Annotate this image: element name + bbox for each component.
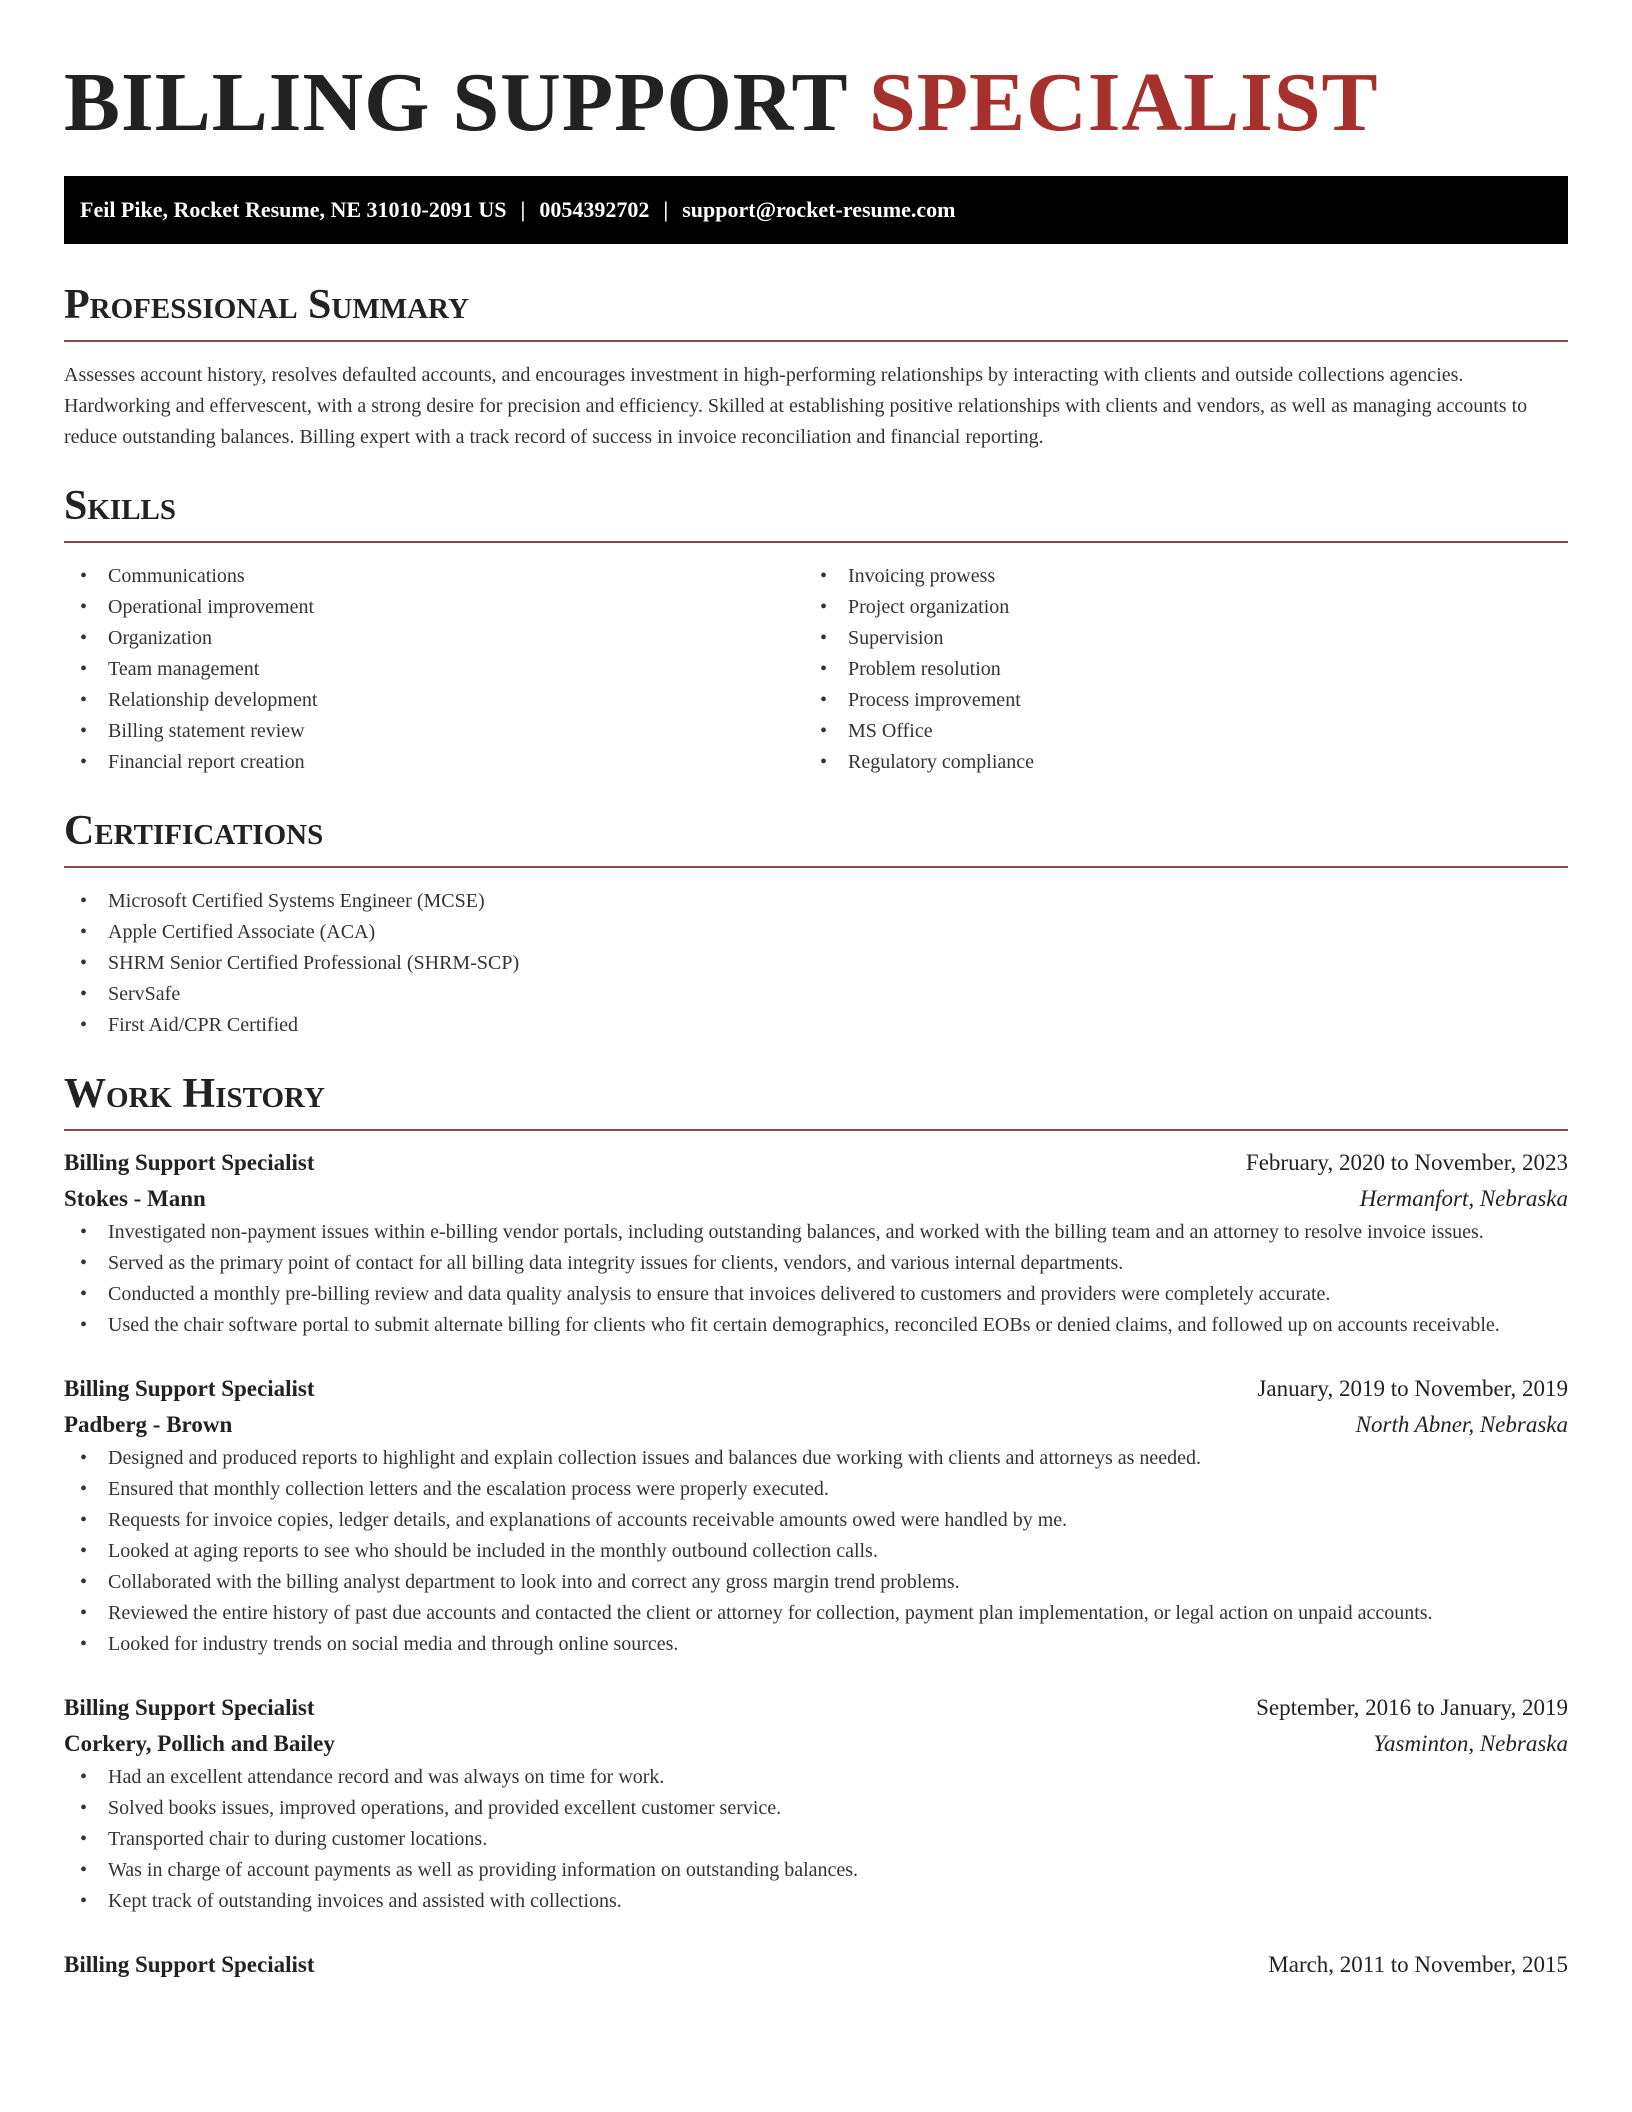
- section-divider: [64, 866, 1568, 868]
- contact-email: support@rocket-resume.com: [682, 197, 956, 222]
- job-company: Padberg - Brown: [64, 1412, 233, 1437]
- skill-item: • Regulatory compliance: [804, 747, 1544, 778]
- certification-item: • Microsoft Certified Systems Engineer (MCSE): [64, 886, 1568, 917]
- job-bullet: • Was in charge of account payments as well as providing information on outstanding balances.: [64, 1855, 1568, 1886]
- contact-separator: |: [520, 197, 526, 222]
- contact-address: Feil Pike, Rocket Resume, NE 31010-2091 US: [80, 197, 507, 222]
- name-accent: SPECIALIST: [869, 56, 1379, 149]
- job-bullet: • Reviewed the entire history of past due accounts and contacted the client or attorney for collection, payment plan implementation, or legal action on unpaid accounts.: [64, 1598, 1568, 1629]
- job-subheader: [64, 1407, 1568, 1443]
- certification-item: • SHRM Senior Certified Professional (SHRM-SCP): [64, 948, 1568, 979]
- skills-list-right: [804, 561, 1544, 778]
- skill-item: • MS Office: [804, 716, 1544, 747]
- job-bullet: • Had an excellent attendance record and was always on time for work.: [64, 1762, 1568, 1793]
- name-first: BILLING SUPPORT: [64, 56, 848, 149]
- job-company: Stokes - Mann: [64, 1186, 206, 1211]
- job-bullet: • Ensured that monthly collection letters and the escalation process were properly executed.: [64, 1474, 1568, 1505]
- job-bullet: • Solved books issues, improved operations, and provided excellent customer service.: [64, 1793, 1568, 1824]
- section-divider: [64, 541, 1568, 543]
- job-title: Billing Support Specialist: [64, 1150, 315, 1175]
- job-title: Billing Support Specialist: [64, 1376, 315, 1401]
- job-header: [64, 1371, 1568, 1407]
- job-dates: January, 2019 to November, 2019: [1257, 1376, 1568, 1401]
- certifications-section: [64, 806, 1568, 1041]
- skill-item: • Project organization: [804, 592, 1544, 623]
- certifications-list: [64, 886, 1568, 1041]
- skill-item: • Billing statement review: [64, 716, 804, 747]
- section-divider: [64, 1129, 1568, 1131]
- skills-section: [64, 481, 1568, 778]
- job-bullet: • Used the chair software portal to submit alternate billing for clients who fit certain demographics, reconciled EOBs or denied claims, and followed up on accounts receivable.: [64, 1310, 1568, 1341]
- job-bullet: • Looked at aging reports to see who should be included in the monthly outbound collection calls.: [64, 1536, 1568, 1567]
- work-history-title: Work History: [64, 1071, 325, 1117]
- job-entry: [64, 1371, 1568, 1660]
- section-divider: [64, 340, 1568, 342]
- job-bullet: • Investigated non-payment issues within e-billing vendor portals, including outstanding balances, and worked with the billing team and an attorney to resolve invoice issues.: [64, 1217, 1568, 1248]
- job-dates: February, 2020 to November, 2023: [1245, 1150, 1568, 1175]
- skills-list-left: [64, 561, 804, 778]
- job-entry: [64, 1947, 1568, 1983]
- job-location: North Abner, Nebraska: [1355, 1412, 1568, 1437]
- job-bullets: [64, 1443, 1568, 1660]
- skills-grid: [64, 561, 1568, 778]
- skills-title: Skills: [64, 483, 177, 529]
- job-bullet: • Looked for industry trends on social media and through online sources.: [64, 1629, 1568, 1660]
- certifications-title: Certifications: [64, 808, 324, 854]
- job-bullet: • Designed and produced reports to highlight and explain collection issues and balances due working with clients and attorneys as needed.: [64, 1443, 1568, 1474]
- job-title: Billing Support Specialist: [64, 1695, 315, 1720]
- skill-item: • Relationship development: [64, 685, 804, 716]
- certification-item: • ServSafe: [64, 979, 1568, 1010]
- job-entry: [64, 1690, 1568, 1917]
- skill-item: • Organization: [64, 623, 804, 654]
- contact-bar: [64, 176, 1568, 244]
- certification-item: • Apple Certified Associate (ACA): [64, 917, 1568, 948]
- certification-item: • First Aid/CPR Certified: [64, 1010, 1568, 1041]
- job-subheader: [64, 1726, 1568, 1762]
- summary-section: [64, 280, 1568, 453]
- skill-item: • Communications: [64, 561, 804, 592]
- summary-title: Professional Summary: [64, 282, 469, 328]
- job-bullet: • Served as the primary point of contact for all billing data integrity issues for clients, vendors, and various internal departments.: [64, 1248, 1568, 1279]
- job-title: Billing Support Specialist: [64, 1952, 315, 1977]
- contact-separator: |: [663, 197, 669, 222]
- job-header: [64, 1690, 1568, 1726]
- job-dates: September, 2016 to January, 2019: [1256, 1695, 1568, 1720]
- skill-item: • Process improvement: [804, 685, 1544, 716]
- job-header: [64, 1145, 1568, 1181]
- job-location: Hermanfort, Nebraska: [1359, 1186, 1568, 1211]
- job-bullet: • Conducted a monthly pre-billing review and data quality analysis to ensure that invoices delivered to customers and providers were completely accurate.: [64, 1279, 1568, 1310]
- skill-item: • Invoicing prowess: [804, 561, 1544, 592]
- job-bullets: [64, 1762, 1568, 1917]
- job-bullet: • Collaborated with the billing analyst department to look into and correct any gross margin trend problems.: [64, 1567, 1568, 1598]
- job-bullet: • Kept track of outstanding invoices and assisted with collections.: [64, 1886, 1568, 1917]
- skill-item: • Problem resolution: [804, 654, 1544, 685]
- contact-phone: 0054392702: [539, 197, 650, 222]
- job-subheader: [64, 1181, 1568, 1217]
- summary-text: Assesses account history, resolves defaulted accounts, and encourages investment in high-performing relationships by interacting with clients and outside collections agencies. Hardworking and effervescent, with a strong desire for precision and efficiency. Skilled at establishing positive relationships with clients and vendors, as well as managing accounts to reduce outstanding balances. Billing expert with a track record of success in invoice reconciliation and financial reporting.: [64, 364, 1528, 448]
- job-dates: March, 2011 to November, 2015: [1268, 1952, 1568, 1977]
- job-location: Yasminton, Nebraska: [1373, 1731, 1568, 1756]
- resume-name-heading: [64, 0, 1568, 156]
- job-bullet: • Transported chair to during customer locations.: [64, 1824, 1568, 1855]
- skill-item: • Operational improvement: [64, 592, 804, 623]
- skill-item: • Supervision: [804, 623, 1544, 654]
- skill-item: • Team management: [64, 654, 804, 685]
- work-history-section: [64, 1069, 1568, 1983]
- job-header: [64, 1947, 1568, 1983]
- job-bullets: [64, 1217, 1568, 1341]
- job-entry: [64, 1145, 1568, 1341]
- job-bullet: • Requests for invoice copies, ledger details, and explanations of accounts receivable amounts owed were handled by me.: [64, 1505, 1568, 1536]
- job-company: Corkery, Pollich and Bailey: [64, 1731, 335, 1756]
- skill-item: • Financial report creation: [64, 747, 804, 778]
